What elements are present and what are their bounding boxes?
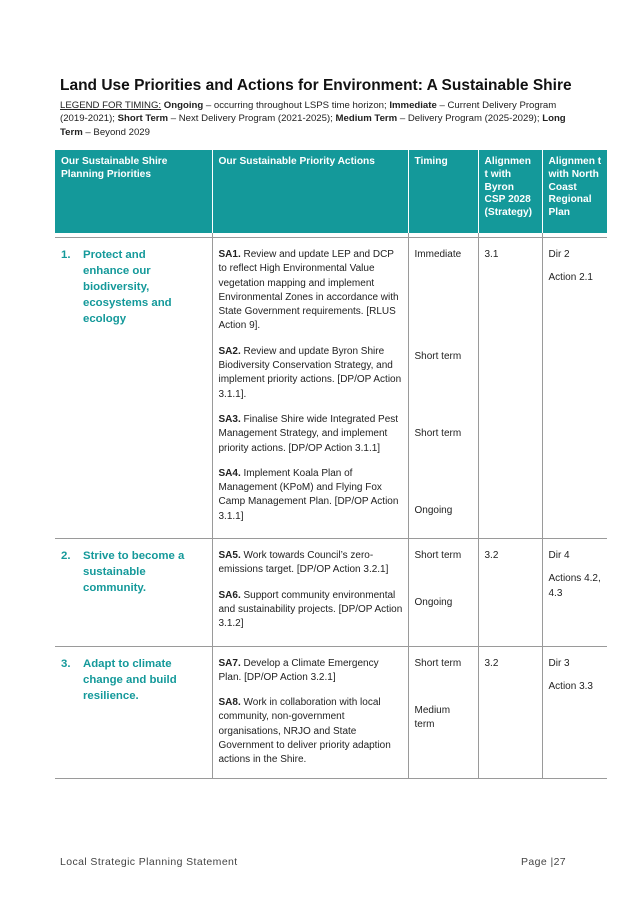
action-text: Develop a Climate Emergency Plan. [DP/OP Action 3.2.1]: [218, 657, 379, 683]
header-csp-alignment: Alignmen t with Byron CSP 2028 (Strategy): [478, 150, 542, 233]
priority-cell: [55, 539, 212, 646]
csp-cell: 3.2: [478, 646, 542, 778]
legend-ongoing: Ongoing: [163, 100, 204, 111]
priority-cell: [55, 646, 212, 778]
ncrp-direction: Dir 3: [548, 657, 570, 669]
action-item: [219, 413, 403, 456]
table-row: [55, 539, 607, 646]
action-code: SA1.: [218, 249, 241, 260]
priority-title: Strive to become a sustainable community.: [83, 550, 185, 595]
ncrp-action: Actions 4.2, 4.3: [548, 573, 601, 599]
footer-document-title: Local Strategic Planning Statement: [60, 856, 238, 868]
csp-cell: 3.2: [478, 539, 542, 646]
priority-cell: [55, 238, 212, 539]
actions-cell: [212, 646, 408, 778]
legend-immediate-desc: – Current Delivery Program (2019-2021);: [60, 100, 557, 125]
timing-value: Ongoing: [414, 597, 453, 609]
table-header-row: [55, 150, 607, 233]
priority-number: 1.: [61, 249, 71, 261]
timing-value: Short term: [414, 351, 462, 362]
ncrp-direction: Dir 2: [548, 249, 570, 260]
action-code: SA7.: [218, 657, 241, 669]
ncrp-cell: [542, 539, 607, 646]
action-item: [219, 345, 403, 402]
legend-immediate: Immediate: [389, 100, 437, 111]
table-row: [55, 238, 607, 539]
timing-value: Short term: [414, 550, 462, 562]
timing-cell: [408, 238, 478, 539]
action-text: Implement Koala Plan of Management (KPoM) and Flying Fox Camp Management Plan. [DP/OP Action 3.1.1]: [218, 467, 399, 522]
action-code: SA4.: [218, 467, 241, 479]
legend-ongoing-desc: – occurring throughout LSPS time horizon;: [203, 100, 390, 111]
action-item: [219, 248, 403, 334]
priority-title: Adapt to climate change and build resilience.: [83, 657, 177, 702]
action-item: [219, 467, 403, 524]
action-item: [219, 589, 403, 632]
timing-value: Immediate: [414, 249, 462, 260]
timing-value: Short term: [414, 657, 462, 669]
action-item: [219, 549, 403, 578]
header-ncrp-alignment: Alignmen t with North Coast Regional Plan: [542, 150, 607, 233]
legend-label: LEGEND FOR TIMING:: [60, 100, 162, 111]
ncrp-action: Action 2.1: [548, 272, 593, 284]
action-code: SA2.: [218, 345, 241, 357]
timing-value: Ongoing: [414, 505, 453, 516]
timing-value: Short term: [414, 428, 462, 439]
table-row: [55, 646, 607, 778]
action-code: SA8.: [218, 697, 241, 709]
legend-medium-desc: – Delivery Program (2025-2029);: [397, 113, 543, 125]
legend-medium-term: Medium Term: [335, 113, 398, 125]
header-priorities: Our Sustainable Shire Planning Priorities: [55, 150, 212, 233]
header-timing: Timing: [408, 150, 478, 233]
priority-number: 3.: [61, 657, 71, 670]
page-title: Land Use Priorities and Actions for Environment: A Sustainable Shire: [60, 77, 572, 94]
action-item: [219, 696, 403, 767]
legend-short-desc: – Next Delivery Program (2021-2025);: [168, 113, 336, 125]
action-text: Support community environmental and sustainability projects. [DP/OP Action 3.1.2]: [218, 589, 403, 630]
legend-long-term: Long Term: [60, 113, 566, 138]
legend-long-desc: – Beyond 2029: [82, 126, 150, 138]
timing-cell: [408, 646, 478, 778]
timing-legend: [60, 99, 580, 139]
priority-title: Protect and enhance our biodiversity, ecosystems and ecology: [83, 249, 172, 325]
ncrp-direction: Dir 4: [548, 550, 570, 562]
actions-cell: [212, 238, 408, 539]
legend-short-term: Short Term: [117, 113, 169, 125]
actions-cell: [212, 539, 408, 646]
action-text: Review and update LEP and DCP to reflect High Environmental Value vegetation mapping and implement Environmental Zones in accordance with State Government requirements. [RLUS Action 9].: [218, 249, 399, 332]
csp-cell: 3.1: [478, 238, 542, 539]
ncrp-cell: [542, 238, 607, 539]
action-text: Finalise Shire wide Integrated Pest Management Strategy, and implement priority actions. [DP/OP Action 3.1.1]: [218, 413, 399, 454]
action-code: SA5.: [218, 550, 241, 562]
action-text: Work in collaboration with local community, non-government organisations, NRJO and State Government to deliver priority adaption actions in the Shire.: [218, 697, 391, 766]
action-code: SA6.: [218, 589, 241, 601]
action-text: Work towards Council’s zero-emissions target. [DP/OP Action 3.2.1]: [218, 550, 389, 576]
footer-page-number: Page |27: [521, 856, 567, 868]
action-item: [219, 657, 403, 686]
ncrp-action: Action 3.3: [548, 680, 593, 692]
ncrp-cell: [542, 646, 607, 778]
header-actions: Our Sustainable Priority Actions: [212, 150, 408, 233]
priorities-table: [55, 150, 607, 779]
action-code: SA3.: [218, 413, 241, 425]
timing-value: Medium term: [414, 704, 451, 730]
timing-cell: [408, 539, 478, 646]
action-text: Review and update Byron Shire Biodiversity Conservation Strategy, and implement priority actions. [DP/OP Action 3.1.1].: [218, 345, 402, 400]
priority-number: 2.: [61, 550, 71, 563]
